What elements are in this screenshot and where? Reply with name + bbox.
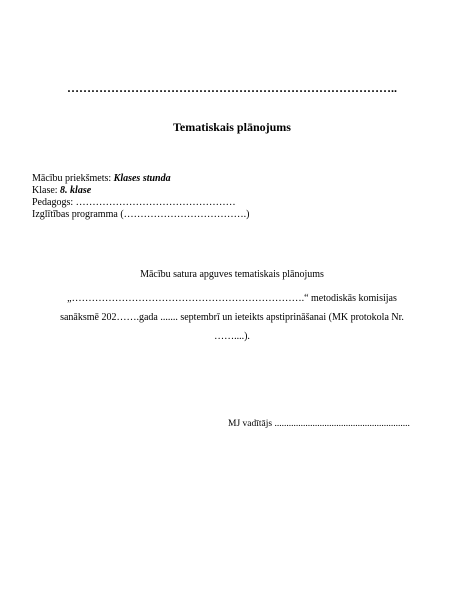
- teacher-line: [32, 197, 432, 209]
- teacher-value: …………………………………………: [75, 197, 236, 208]
- document-title: Tematiskais plānojums: [173, 120, 291, 134]
- class-value: 8. klase: [60, 185, 92, 196]
- approval-line-1: „…………………………………………………………….“ metodiskās komisijas: [67, 293, 397, 304]
- class-line: [32, 185, 432, 197]
- signature-blank: .........................................................: [274, 419, 410, 429]
- signature-line: [228, 418, 438, 430]
- header-dotted-line: ………………………………………………………………………..: [67, 81, 397, 95]
- approval-line-2: sanāksmē 202…….gada ....... septembrī un ieteikts apstiprināšanai (MK protokola Nr.: [60, 312, 404, 323]
- program-value: (……………………………….): [120, 209, 250, 220]
- approval-paragraph: [30, 289, 434, 346]
- plan-subtitle: Mācību satura apguves tematiskais plānojums: [140, 269, 324, 280]
- program-line: [32, 209, 432, 221]
- signature-label: MJ vadītājs: [228, 419, 275, 429]
- subject-value: Klases stunda: [113, 173, 171, 184]
- approval-line-3: ……....).: [214, 331, 250, 342]
- subject-line: [32, 173, 432, 185]
- program-label: Izglītības programma: [32, 209, 121, 220]
- teacher-label: Pedagogs:: [32, 197, 76, 208]
- class-label: Klase:: [32, 185, 61, 196]
- subject-label: Mācību priekšmets:: [32, 173, 114, 184]
- document-info-block: [32, 173, 432, 221]
